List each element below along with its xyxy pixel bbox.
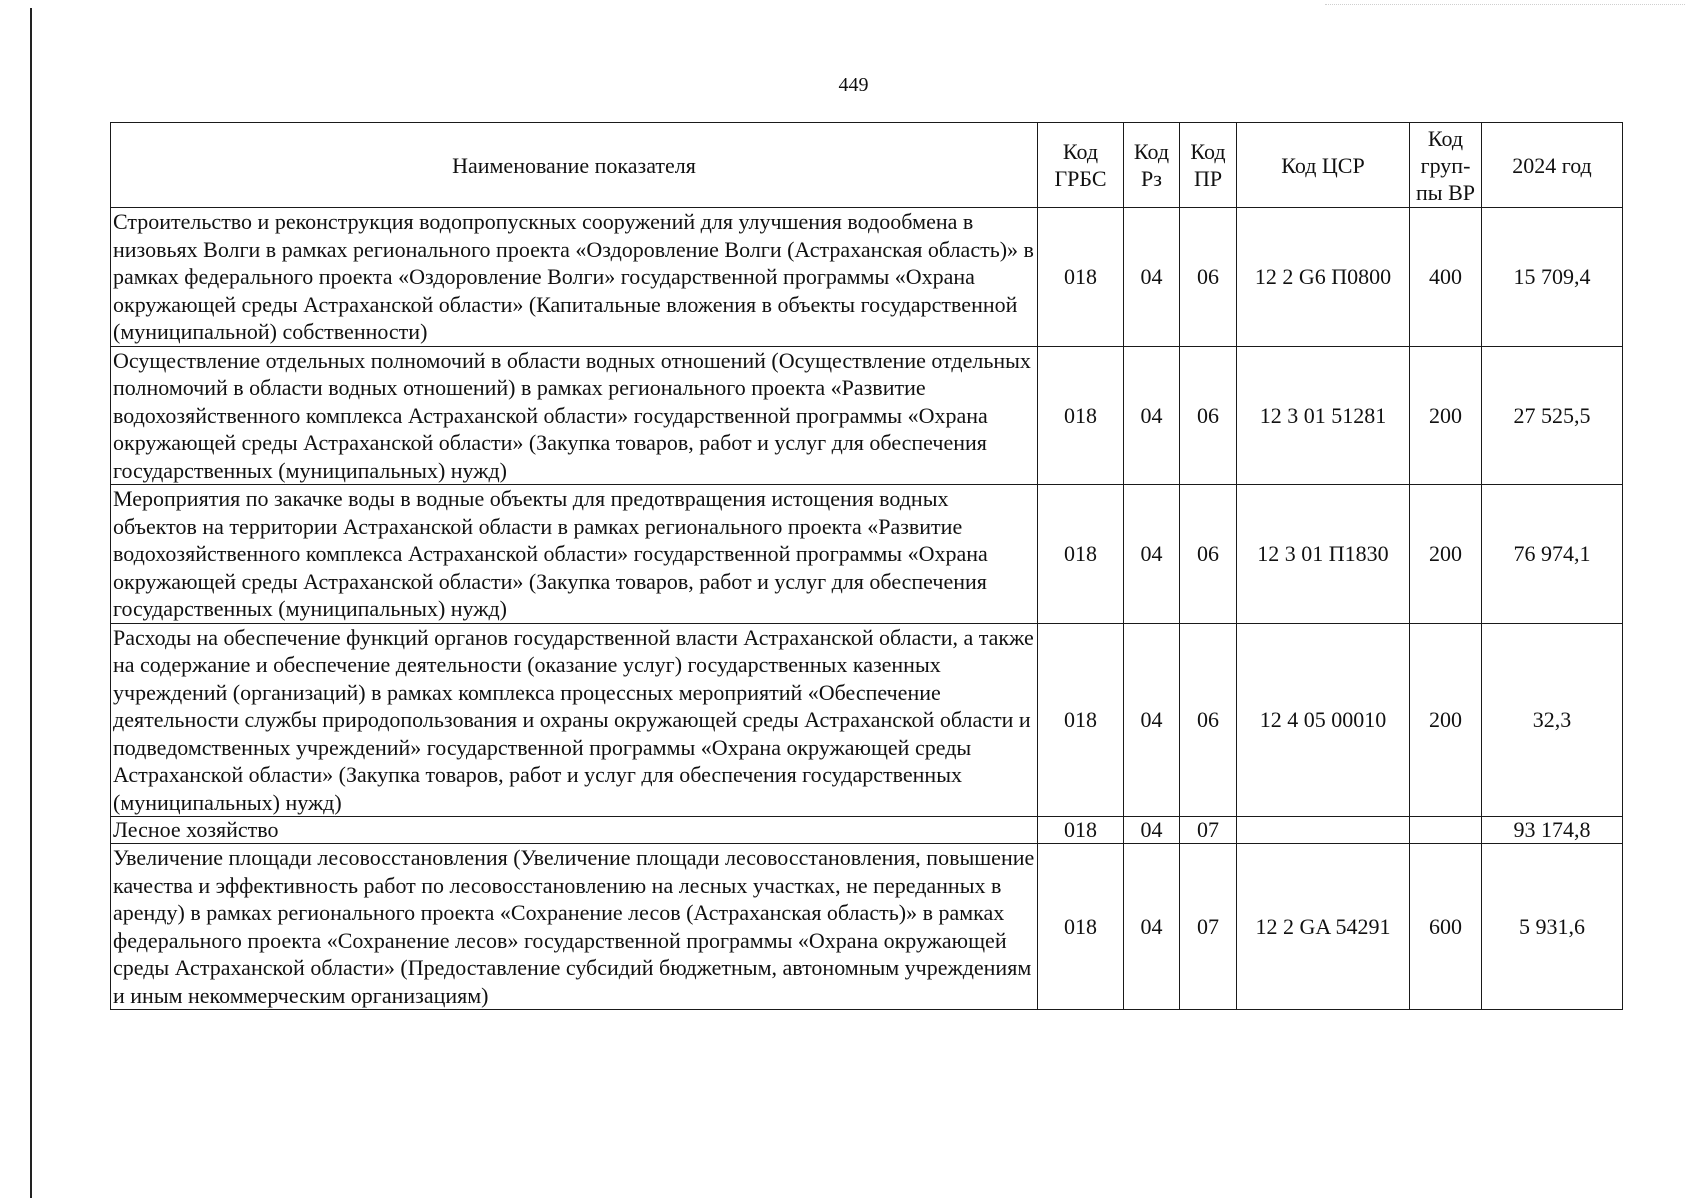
row-pr: 06 [1180,623,1237,817]
row-csr: 12 3 01 П1830 [1237,485,1410,624]
table-row [111,485,1623,624]
row-name: Увеличение площади лесовосстановления (Увеличение площади лесовосстановления, повышение качества и эффективность работ по лесовосстановлению на лесных участках, не переданных в аренду) в рамках регионального проекта «Сохранение лесов (Астраханская область)» в рамках федерального проекта «Сохранение лесов» государственной программы «Охрана окружающей среды Астраханской области» (Предоставление субсидий бюджетным, автономным учреждениям и иным некоммерческим организациям) [111,844,1038,1010]
row-vr: 200 [1410,623,1482,817]
row-csr: 12 2 G6 П0800 [1237,208,1410,347]
row-pr: 07 [1180,817,1237,844]
row-rz: 04 [1124,485,1180,624]
row-rz: 04 [1124,623,1180,817]
row-amount: 76 974,1 [1482,485,1623,624]
row-rz: 04 [1124,817,1180,844]
row-vr: 200 [1410,485,1482,624]
row-name: Осуществление отдельных полномочий в области водных отношений (Осуществление отдельных полномочий в области водных отношений) в рамках регионального проекта «Развитие водохозяйственного комплекса Астраханской области» государственной программы «Охрана окружающей среды Астраханской области» (Закупка товаров, работ и услуг для обеспечения государственных (муниципальных) нужд) [111,346,1038,485]
header-vr: Код груп-пы ВР [1410,123,1482,208]
binding-margin-line [30,8,32,1198]
row-csr: 12 3 01 51281 [1237,346,1410,485]
row-name: Лесное хозяйство [111,817,1038,844]
row-vr: 600 [1410,844,1482,1010]
row-amount: 32,3 [1482,623,1623,817]
header-csr: Код ЦСР [1237,123,1410,208]
table-row [111,844,1623,1010]
row-pr: 06 [1180,485,1237,624]
row-rz: 04 [1124,346,1180,485]
row-name: Расходы на обеспечение функций органов государственной власти Астраханской области, а также на содержание и обеспечение деятельности (оказание услуг) государственных казенных учреждений (организаций) в рамках комплекса процессных мероприятий «Обеспечение деятельности службы природопользования и охраны окружающей среды Астраханской области и подведомственных учреждений» государственной программы «Охрана окружающей среды Астраханской области» (Закупка товаров, работ и услуг для обеспечения государственных (муниципальных) нужд) [111,623,1038,817]
row-grbs: 018 [1038,208,1124,347]
row-grbs: 018 [1038,485,1124,624]
row-grbs: 018 [1038,844,1124,1010]
header-rz: Код Рз [1124,123,1180,208]
table-row [111,208,1623,347]
row-grbs: 018 [1038,346,1124,485]
header-grbs: Код ГРБС [1038,123,1124,208]
row-amount: 93 174,8 [1482,817,1623,844]
row-rz: 04 [1124,208,1180,347]
row-vr [1410,817,1482,844]
row-rz: 04 [1124,844,1180,1010]
table-header-row [111,123,1623,208]
row-csr: 12 2 GA 54291 [1237,844,1410,1010]
header-name: Наименование показателя [111,123,1038,208]
row-pr: 06 [1180,208,1237,347]
row-pr: 06 [1180,346,1237,485]
header-year: 2024 год [1482,123,1623,208]
table-row [111,346,1623,485]
row-vr: 200 [1410,346,1482,485]
row-csr: 12 4 05 00010 [1237,623,1410,817]
row-grbs: 018 [1038,817,1124,844]
row-csr [1237,817,1410,844]
row-grbs: 018 [1038,623,1124,817]
budget-table [110,122,1623,1010]
table-row-section [111,817,1623,844]
row-name: Мероприятия по закачке воды в водные объекты для предотвращения истощения водных объектов на территории Астраханской области в рамках регионального проекта «Развитие водохозяйственного комплекса Астраханской области» государственной программы «Охрана окружающей среды Астраханской области» (Закупка товаров, работ и услуг для обеспечения государственных (муниципальных) нужд) [111,485,1038,624]
header-pr: Код ПР [1180,123,1237,208]
row-vr: 400 [1410,208,1482,347]
row-pr: 07 [1180,844,1237,1010]
row-amount: 5 931,6 [1482,844,1623,1010]
scan-artifact [1325,4,1685,7]
row-amount: 27 525,5 [1482,346,1623,485]
row-name: Строительство и реконструкция водопропускных сооружений для улучшения водообмена в низовьях Волги в рамках регионального проекта «Оздоровление Волги (Астраханская область)» в рамках федерального проекта «Оздоровление Волги» государственной программы «Охрана окружающей среды Астраханской области» (Капитальные вложения в объекты государственной (муниципальной) собственности) [111,208,1038,347]
row-amount: 15 709,4 [1482,208,1623,347]
page-number: 449 [838,74,869,96]
table-row [111,623,1623,817]
